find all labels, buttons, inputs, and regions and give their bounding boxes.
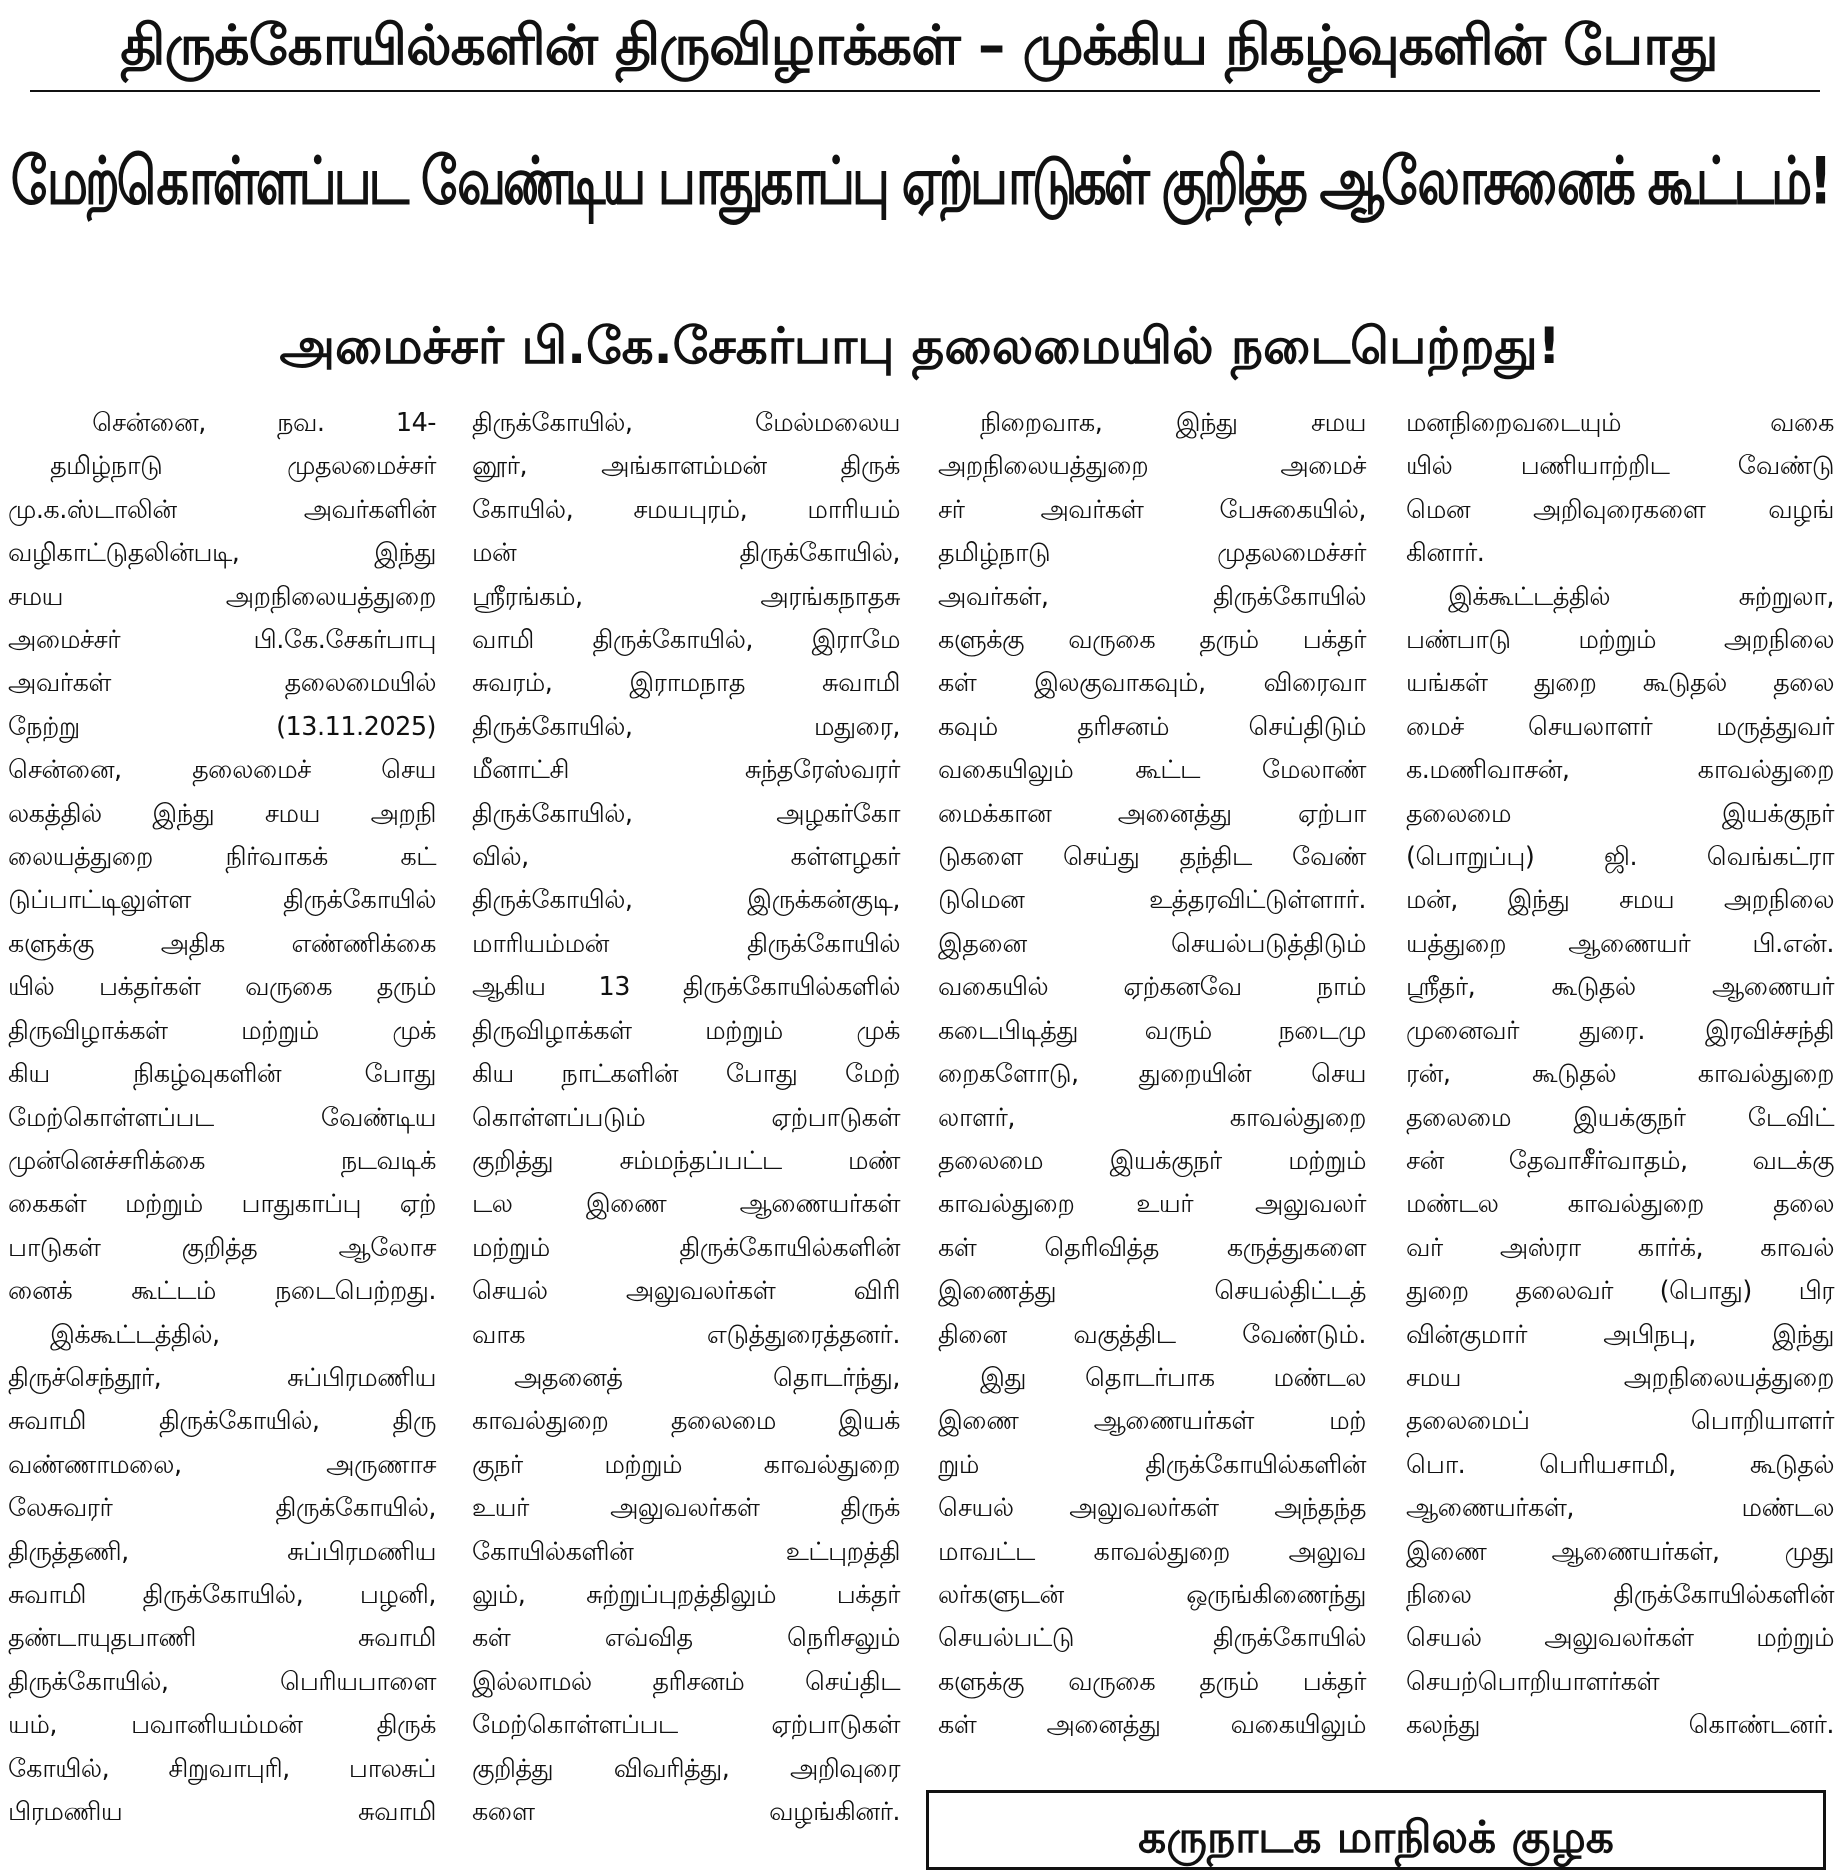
article-line: மேற்கொள்ளப்பட வேண்டிய xyxy=(8,1102,436,1133)
main-headline: மேற்கொள்ளப்பட வேண்டிய பாதுகாப்பு ஏற்பாடுகள் குறித்த ஆலோசனைக் கூட்டம்! xyxy=(10,144,1830,221)
article-line: டல இணை ஆணையர்கள் xyxy=(472,1189,900,1220)
article-line: திருக்கோயில், மேல்மலைய xyxy=(472,408,900,438)
article-line: மைக்கான அனைத்து ஏற்பா xyxy=(938,798,1366,829)
article-line: மீனாட்சி சுந்தரேஸ்வரர் xyxy=(472,755,900,786)
article-line: கோயில், சிறுவாபுரி, பாலசுப் xyxy=(8,1753,436,1784)
article-line: றைகளோடு, துறையின் செய xyxy=(938,1059,1366,1090)
kicker-headline: திருக்கோயில்களின் திருவிழாக்கள் – முக்கிய நிகழ்வுகளின் போது xyxy=(120,13,1718,77)
article-line: லகத்தில் இந்து சமய அறநி xyxy=(8,798,436,829)
article-line: ஸ்ரீதர், கூடுதல் ஆணையர் xyxy=(1406,972,1834,1003)
article-line: நிலை திருக்கோயில்களின் xyxy=(1406,1579,1834,1610)
article-line: தலைமை இயக்குநர் டேவிட் xyxy=(1406,1102,1834,1133)
article-line: ரன், கூடுதல் காவல்துறை xyxy=(1406,1059,1834,1090)
article-line: முனைவர் துரை. இரவிச்சந்தி xyxy=(1406,1015,1834,1046)
article-line: செயல்பட்டு திருக்கோயில் xyxy=(938,1623,1366,1654)
article-line: களுக்கு அதிக எண்ணிக்கை xyxy=(8,928,436,959)
article-line: திருவிழாக்கள் மற்றும் முக் xyxy=(8,1015,436,1046)
article-line: அவர்கள், திருக்கோயில் xyxy=(938,581,1366,612)
article-line: இது தொடர்பாக மண்டல xyxy=(980,1362,1366,1393)
article-line: குநர் மற்றும் காவல்துறை xyxy=(472,1449,900,1480)
article-line: கலந்து கொண்டனர். xyxy=(1406,1710,1834,1741)
article-line: நிறைவாக, இந்து சமய xyxy=(980,408,1366,438)
article-column-2 xyxy=(472,402,900,1834)
article-line: குறித்து விவரித்து, அறிவுரை xyxy=(472,1753,900,1784)
article-line: காவல்துறை உயர் அலுவலர் xyxy=(938,1189,1366,1220)
article-line: யத்துறை ஆணையர் பி.என். xyxy=(1406,928,1834,959)
article-line: ஆகிய 13 திருக்கோயில்களில் xyxy=(472,972,900,1003)
article-line: செயல் அலுவலர்கள் அந்தந்த xyxy=(938,1493,1366,1524)
article-line: குறித்து சம்மந்தப்பட்ட மண் xyxy=(472,1145,900,1176)
article-line: பிரமணிய சுவாமி xyxy=(8,1797,436,1827)
article-line: கள் தெரிவித்த கருத்துகளை xyxy=(938,1232,1366,1263)
article-line: லையத்துறை நிர்வாகக் கட் xyxy=(8,842,436,873)
article-line: லும், சுற்றுப்புறத்திலும் பக்தர் xyxy=(472,1579,900,1610)
article-line: அதனைத் தொடர்ந்து, xyxy=(514,1362,900,1393)
article-line: திருவிழாக்கள் மற்றும் முக் xyxy=(472,1015,900,1046)
article-line: தலைமை இயக்குநர் மற்றும் xyxy=(938,1145,1366,1176)
article-line: கோயில்களின் உட்புறத்தி xyxy=(472,1536,900,1567)
article-line: டுப்பாட்டிலுள்ள திருக்கோயில் xyxy=(8,885,436,916)
article-line: டுமென உத்தரவிட்டுள்ளார். xyxy=(938,885,1366,916)
article-line: வர் அஸ்ரா கார்க், காவல் xyxy=(1406,1232,1834,1263)
article-line: யில் பக்தர்கள் வருகை தரும் xyxy=(8,972,436,1003)
article-line: டுகளை செய்து தந்திட வேண் xyxy=(938,842,1366,873)
article-line: வில், கள்ளழகர் xyxy=(472,842,900,873)
article-column-4 xyxy=(1406,402,1834,1748)
article-line: றும் திருக்கோயில்களின் xyxy=(938,1449,1366,1480)
article-line: வழிகாட்டுதலின்படி, இந்து xyxy=(8,538,436,569)
article-line: இக்கூட்டத்தில் சுற்றுலா, xyxy=(1448,581,1834,612)
article-line: இக்கூட்டத்தில், xyxy=(50,1319,220,1350)
article-line: வகையிலும் கூட்ட மேலாண் xyxy=(938,755,1366,786)
article-line: திருச்செந்தூர், சுப்பிரமணிய xyxy=(8,1362,436,1393)
article-line: தமிழ்நாடு முதலமைச்சர் xyxy=(938,538,1366,569)
article-line: தண்டாயுதபாணி சுவாமி xyxy=(8,1623,436,1654)
article-line: செயல் அலுவலர்கள் விரி xyxy=(472,1276,900,1307)
article-line: கடைபிடித்து வரும் நடைமு xyxy=(938,1015,1366,1046)
next-story-title-box: கருநாடக மாநிலக் குழக xyxy=(926,1790,1826,1870)
article-line: வாமி திருக்கோயில், இராமே xyxy=(472,625,900,656)
article-line: மண்டல காவல்துறை தலை xyxy=(1406,1189,1834,1220)
article-line: அமைச்சர் பி.கே.சேகர்பாபு xyxy=(8,625,436,656)
article-line: கள் அனைத்து வகையிலும் xyxy=(938,1710,1366,1741)
article-line: யம், பவானியம்மன் திருக் xyxy=(8,1710,436,1741)
article-line: மன் திருக்கோயில், xyxy=(472,538,900,569)
article-line: மு.க.ஸ்டாலின் அவர்களின் xyxy=(8,494,436,525)
article-line: மாவட்ட காவல்துறை அலுவ xyxy=(938,1536,1366,1567)
article-line: லாளர், காவல்துறை xyxy=(938,1102,1366,1133)
article-line: முன்னெச்சரிக்கை நடவடிக் xyxy=(8,1145,436,1176)
article-line: சுவாமி திருக்கோயில், பழனி, xyxy=(8,1579,436,1610)
article-line: லர்களுடன் ஒருங்கிணைந்து xyxy=(938,1579,1366,1610)
article-line: சர் அவர்கள் பேசுகையில், xyxy=(938,494,1366,525)
article-line: கொள்ளப்படும் ஏற்பாடுகள் xyxy=(472,1102,900,1133)
article-line: கைகள் மற்றும் பாதுகாப்பு ஏற் xyxy=(8,1189,436,1220)
article-line: திருக்கோயில், மதுரை, xyxy=(472,711,900,742)
article-line: இணை ஆணையர்கள், முது xyxy=(1406,1536,1834,1567)
article-line: சுவாமி திருக்கோயில், திரு xyxy=(8,1406,436,1437)
article-line: மன், இந்து சமய அறநிலை xyxy=(1406,885,1834,916)
article-line: கள் இலகுவாகவும், விரைவா xyxy=(938,668,1366,699)
article-line: தினை வகுத்திட வேண்டும். xyxy=(938,1319,1366,1350)
headline-rule xyxy=(30,90,1820,92)
article-line: ஸ்ரீரங்கம், அரங்கநாதசு xyxy=(472,581,900,612)
article-line: காவல்துறை தலைமை இயக் xyxy=(472,1406,900,1437)
article-line: சமய அறநிலையத்துறை xyxy=(8,581,436,612)
article-line: சமய அறநிலையத்துறை xyxy=(1406,1362,1834,1393)
article-line: யங்கள் துறை கூடுதல் தலை xyxy=(1406,668,1834,699)
article-line: இணைத்து செயல்திட்டத் xyxy=(938,1276,1366,1307)
article-line: வகையில் ஏற்கனவே நாம் xyxy=(938,972,1366,1003)
article-line: மாரியம்மன் திருக்கோயில் xyxy=(472,928,900,959)
article-line: வின்குமார் அபிநபு, இந்து xyxy=(1406,1319,1834,1350)
article-line: துறை தலைவர் (பொது) பிர xyxy=(1406,1276,1834,1307)
article-line: தலைமை இயக்குநர் xyxy=(1406,798,1834,829)
article-line: மென அறிவுரைகளை வழங் xyxy=(1406,494,1834,525)
article-line: கிய நாட்களின் போது மேற் xyxy=(472,1059,900,1090)
article-line: (பொறுப்பு) ஜி. வெங்கட்ரா xyxy=(1406,842,1834,873)
article-line: திருக்கோயில், இருக்கன்குடி, xyxy=(472,885,900,916)
article-line: சன் தேவாசீர்வாதம், வடக்கு xyxy=(1406,1145,1834,1176)
article-line: செயல் அலுவலர்கள் மற்றும் xyxy=(1406,1623,1834,1654)
article-line: மைச் செயலாளர் மருத்துவர் xyxy=(1406,711,1834,742)
article-line: தமிழ்நாடு முதலமைச்சர் xyxy=(50,451,436,482)
article-column-1 xyxy=(8,402,436,1834)
sub-headline: அமைச்சர் பி.கே.சேகர்பாபு தலைமையில் நடைபெற்றது! xyxy=(279,317,1561,375)
article-line: வண்ணாமலை, அருணாச xyxy=(8,1449,436,1480)
article-line: கள் எவ்வித நெரிசலும் xyxy=(472,1623,900,1654)
article-line: அவர்கள் தலைமையில் xyxy=(8,668,436,699)
article-line: மேற்கொள்ளப்பட ஏற்பாடுகள் xyxy=(472,1710,900,1741)
article-line: சென்னை, தலைமைச் செய xyxy=(8,755,436,786)
article-line: ஆணையர்கள், மண்டல xyxy=(1406,1493,1834,1524)
article-line: களை வழங்கினர். xyxy=(472,1797,900,1827)
article-line: களுக்கு வருகை தரும் பக்தர் xyxy=(938,625,1366,656)
article-line: தலைமைப் பொறியாளர் xyxy=(1406,1406,1834,1437)
article-line: திருத்தணி, சுப்பிரமணிய xyxy=(8,1536,436,1567)
article-line: மனநிறைவடையும் வகை xyxy=(1406,408,1834,438)
article-line: மற்றும் திருக்கோயில்களின் xyxy=(472,1232,900,1263)
article-line: செயற்பொறியாளர்கள் xyxy=(1406,1666,1660,1697)
article-line: சுவரம், இராமநாத சுவாமி xyxy=(472,668,900,699)
article-line: இல்லாமல் தரிசனம் செய்திட xyxy=(472,1666,900,1697)
article-line: சென்னை, நவ. 14- xyxy=(92,408,436,438)
article-line: வாக எடுத்துரைத்தனர். xyxy=(472,1319,900,1350)
article-line: கிய நிகழ்வுகளின் போது xyxy=(8,1059,436,1090)
article-line: யில் பணியாற்றிட வேண்டு xyxy=(1406,451,1834,482)
article-line: னைக் கூட்டம் நடைபெற்றது. xyxy=(8,1276,436,1307)
article-line: நேற்று (13.11.2025) xyxy=(8,711,436,742)
article-line: உயர் அலுவலர்கள் திருக் xyxy=(472,1493,900,1524)
article-line: லேசுவரர் திருக்கோயில், xyxy=(8,1493,436,1524)
article-line: கோயில், சமயபுரம், மாரியம் xyxy=(472,494,900,525)
article-line: பண்பாடு மற்றும் அறநிலை xyxy=(1406,625,1834,656)
article-line: கினார். xyxy=(1406,538,1485,569)
article-line: களுக்கு வருகை தரும் பக்தர் xyxy=(938,1666,1366,1697)
article-column-3 xyxy=(938,402,1366,1748)
article-line: க.மணிவாசன், காவல்துறை xyxy=(1406,755,1834,786)
article-line: இணை ஆணையர்கள் மற் xyxy=(938,1406,1366,1437)
article-line: பாடுகள் குறித்த ஆலோச xyxy=(8,1232,436,1263)
article-line: திருக்கோயில், பெரியபாளை xyxy=(8,1666,436,1697)
article-line: னூர், அங்காளம்மன் திருக் xyxy=(472,451,900,482)
article-line: இதனை செயல்படுத்திடும் xyxy=(938,928,1366,959)
article-line: கவும் தரிசனம் செய்திடும் xyxy=(938,711,1366,742)
article-line: திருக்கோயில், அழகர்கோ xyxy=(472,798,900,829)
article-line: பொ. பெரியசாமி, கூடுதல் xyxy=(1406,1449,1834,1480)
article-line: அறநிலையத்துறை அமைச் xyxy=(938,451,1366,482)
